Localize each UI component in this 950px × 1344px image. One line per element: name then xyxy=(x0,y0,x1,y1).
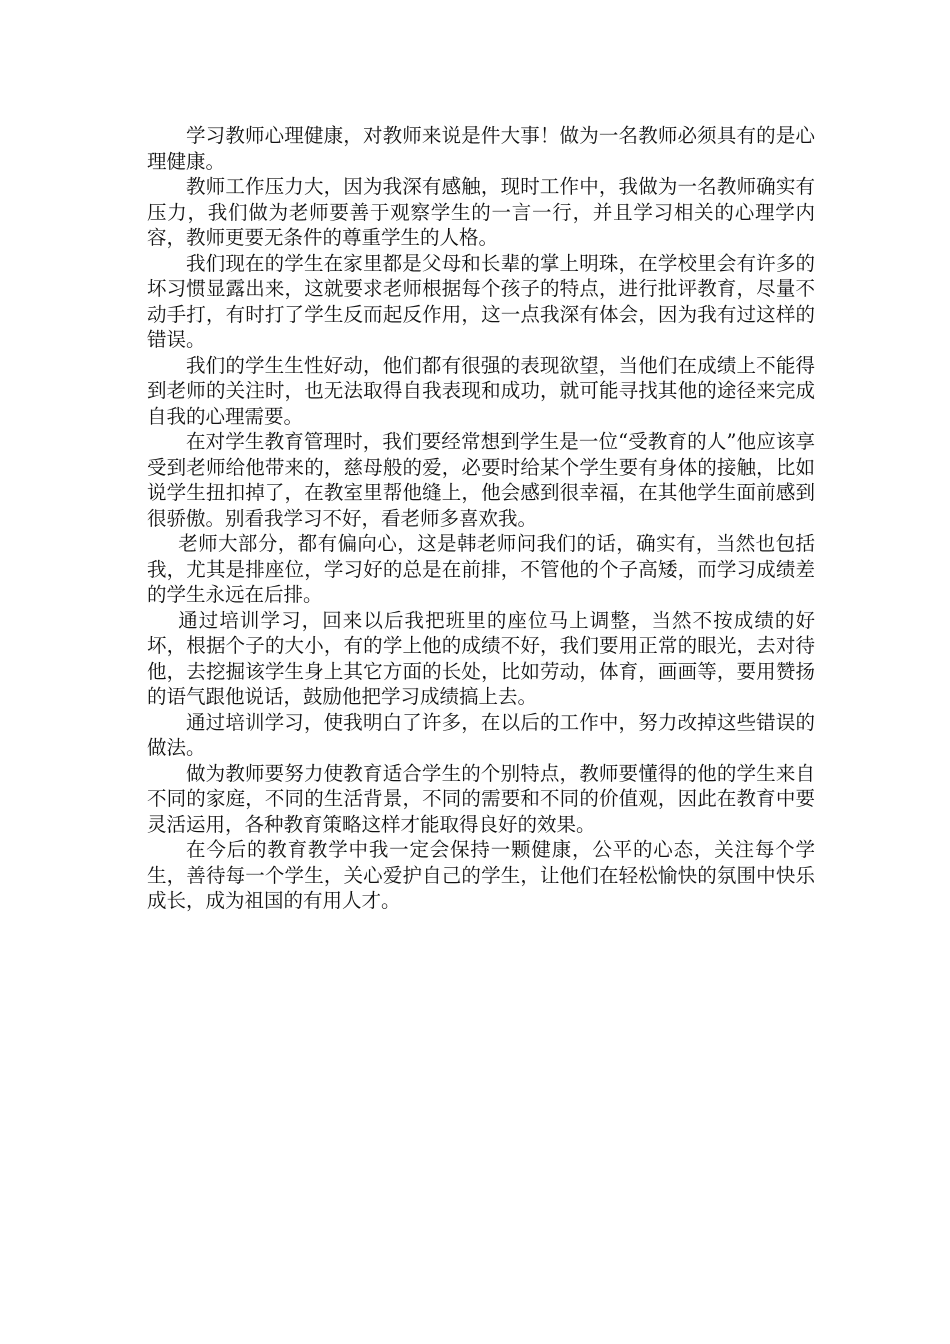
paragraph: 学习教师心理健康，对教师来说是件大事！做为一名教师必须具有的是心理健康。 xyxy=(147,124,815,173)
paragraph: 老师大部分，都有偏向心，这是韩老师问我们的话，确实有，当然也包括我，尤其是排座位，学习好的总是在前排，不管他的个子高矮，而学习成绩差的学生永远在后排。 xyxy=(147,532,815,606)
paragraph: 教师工作压力大，因为我深有感触，现时工作中，我做为一名教师确实有压力，我们做为老师要善于观察学生的一言一行，并且学习相关的心理学内容，教师更要无条件的尊重学生的人格。 xyxy=(147,175,815,249)
paragraph: 做为教师要努力使教育适合学生的个别特点，教师要懂得的他的学生来自不同的家庭，不同的生活背景，不同的需要和不同的价值观，因此在教育中要灵活运用，各种教育策略这样才能取得良好的效果。 xyxy=(147,761,815,836)
paragraph: 我们的学生生性好动，他们都有很强的表现欲望，当他们在成绩上不能得到老师的关注时，也无法取得自我表现和成功，就可能寻找其他的途径来完成自我的心理需要。 xyxy=(147,353,815,428)
paragraph: 通过培训学习，回来以后我把班里的座位马上调整，当然不按成绩的好坏，根据个子的大小，有的学上他的成绩不好，我们要用正常的眼光，去对待他，去挖掘该学生身上其它方面的长处，比如劳动，体育，画画等，要用赞扬的语气跟他说话，鼓励他把学习成绩搞上去。 xyxy=(147,608,815,708)
paragraph: 在今后的教育教学中我一定会保持一颗健康，公平的心态，关注每个学生，善待每一个学生，关心爱护自己的学生，让他们在轻松愉快的氛围中快乐成长，成为祖国的有用人才。 xyxy=(147,838,815,912)
paragraph: 通过培训学习，使我明白了许多，在以后的工作中，努力改掉这些错误的做法。 xyxy=(147,710,815,759)
document-body xyxy=(147,123,815,914)
paragraph: 我们现在的学生在家里都是父母和长辈的掌上明珠，在学校里会有许多的坏习惯显露出来，这就要求老师根据每个孩子的特点，进行批评教育，尽量不动手打，有时打了学生反而起反作用，这一点我深有体会，因为我有过这样的错误。 xyxy=(147,251,815,351)
paragraph: 在对学生教育管理时，我们要经常想到学生是一位“受教育的人”他应该享受到老师给他带来的，慈母般的爱，必要时给某个学生要有身体的接触，比如说学生扭扣掉了，在教室里帮他缝上，他会感到很幸福，在其他学生面前感到很骄傲。别看我学习不好，看老师多喜欢我。 xyxy=(147,430,815,530)
